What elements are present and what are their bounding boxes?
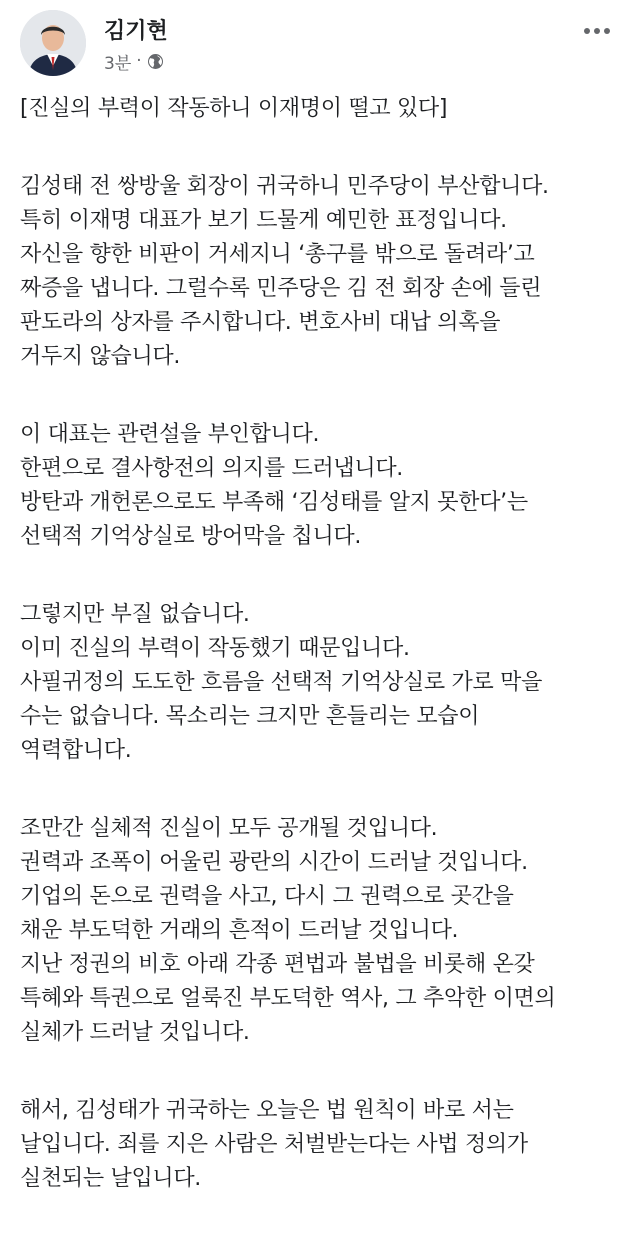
post-text-line: 김성태 전 쌍방울 회장이 귀국하니 민주당이 부산합니다. — [20, 174, 549, 199]
paragraph — [20, 418, 630, 554]
post-text-line: 방탄과 개헌론으로도 부족해 ‘김성태를 알지 못한다’는 — [20, 490, 528, 515]
post-text-line: 거두지 않습니다. — [20, 344, 181, 369]
post-text-line: 한편으로 결사항전의 의지를 드러냅니다. — [20, 456, 403, 481]
paragraph — [20, 170, 630, 374]
post-text-line: 특히 이재명 대표가 보기 드물게 예민한 표정입니다. — [20, 208, 507, 233]
meta-separator: · — [136, 51, 142, 71]
post-text-line: 실체가 드러날 것입니다. — [20, 1020, 250, 1045]
post-text-line: 자신을 향한 비판이 거세지니 ‘총구를 밖으로 돌려라’고 — [20, 242, 535, 267]
paragraph — [20, 598, 630, 768]
post-header — [20, 10, 620, 80]
avatar-portrait-icon — [20, 10, 86, 76]
post-text-line: 선택적 기억상실로 방어막을 칩니다. — [20, 524, 362, 549]
post-text-line: 지난 정권의 비호 아래 각종 편법과 불법을 비롯해 온갖 — [20, 952, 535, 977]
post-text-line: 날입니다. 죄를 지은 사람은 처벌받는다는 사법 정의가 — [20, 1132, 528, 1157]
post-text-line: 기업의 돈으로 권력을 사고, 다시 그 권력으로 곳간을 — [20, 884, 514, 909]
paragraph-title — [20, 92, 630, 126]
more-horizontal-icon[interactable] — [580, 18, 614, 44]
post-text-line: 그렇지만 부질 없습니다. — [20, 602, 250, 627]
post-timestamp[interactable]: 3분 — [104, 53, 132, 74]
paragraph — [20, 1094, 630, 1196]
post-text-line: 권력과 조폭이 어울린 광란의 시간이 드러날 것입니다. — [20, 850, 528, 875]
post-text-line: 사필귀정의 도도한 흐름을 선택적 기억상실로 가로 막을 — [20, 670, 543, 695]
post-body — [20, 92, 630, 1240]
paragraph — [20, 812, 630, 1050]
author-name[interactable]: 김기현 — [104, 19, 168, 44]
post-text-line: 수는 없습니다. 목소리는 크지만 흔들리는 모습이 — [20, 704, 480, 729]
post-text-line: 실천되는 날입니다. — [20, 1166, 202, 1191]
post-text-line: 채운 부도덕한 거래의 흔적이 드러날 것입니다. — [20, 918, 459, 943]
post-text-line: 해서, 김성태가 귀국하는 오늘은 법 원칙이 바로 서는 — [20, 1098, 514, 1123]
author-avatar[interactable] — [20, 10, 86, 76]
post-text-line: 이 대표는 관련설을 부인합니다. — [20, 422, 320, 447]
post-text-line: 이미 진실의 부력이 작동했기 때문입니다. — [20, 636, 410, 661]
post-text-line: 짜증을 냅니다. 그럴수록 민주당은 김 전 회장 손에 들린 — [20, 276, 542, 301]
post-text-line: 판도라의 상자를 주시합니다. 변호사비 대납 의혹을 — [20, 310, 501, 335]
post-text-line: 조만간 실체적 진실이 모두 공개될 것입니다. — [20, 816, 438, 841]
post-text-line: 특혜와 특권으로 얼룩진 부도덕한 역사, 그 추악한 이면의 — [20, 986, 556, 1011]
post-text-line: 역력합니다. — [20, 738, 132, 763]
post-meta — [104, 50, 164, 72]
post-text-line: [진실의 부력이 작동하니 이재명이 떨고 있다] — [20, 96, 448, 121]
globe-icon[interactable] — [147, 53, 164, 70]
